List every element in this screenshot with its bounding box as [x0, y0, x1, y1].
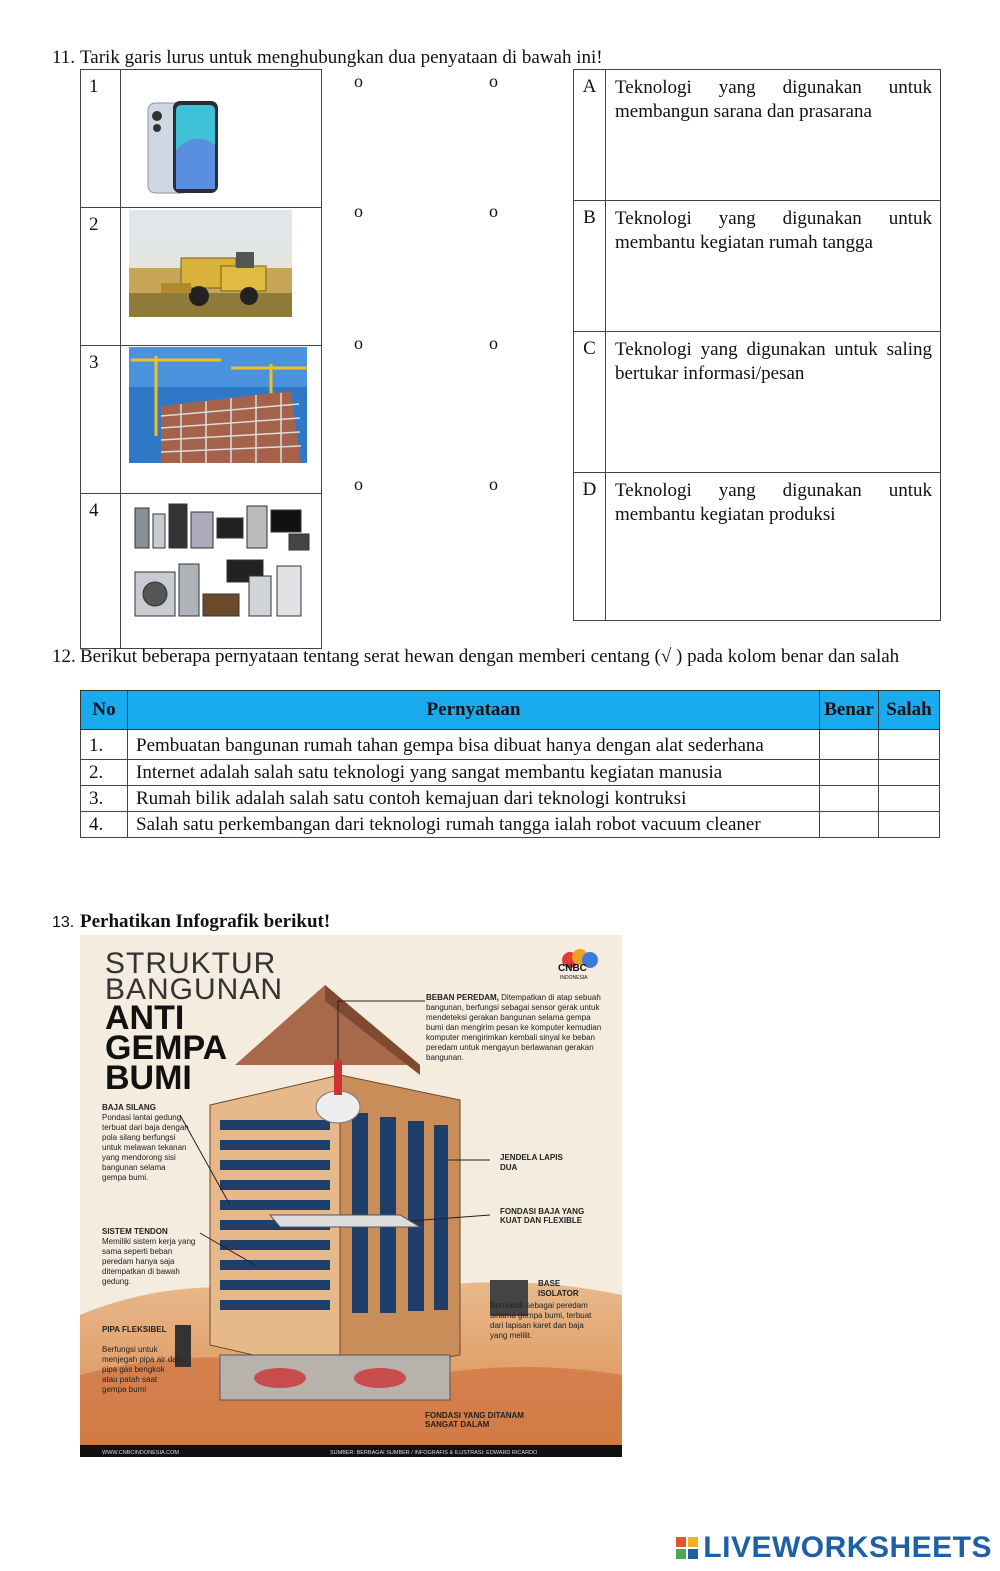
- question-instruction: Perhatikan Infografik berikut!: [80, 911, 331, 932]
- question-number: 11.: [52, 47, 76, 68]
- harvester-image: [121, 208, 322, 346]
- connector-dot[interactable]: o: [354, 474, 363, 494]
- label-text: Bertindak sebagai peredam selama gempa bumi, terbuat dari lapisan karet dan baja yang melilit.: [490, 1301, 592, 1340]
- question-13-title: [52, 911, 330, 934]
- smartphone-image: [121, 70, 322, 208]
- item-letter: A: [574, 70, 606, 201]
- table-row: [81, 786, 940, 812]
- connector-dot[interactable]: o: [354, 333, 363, 353]
- item-description: Teknologi yang digunakan untuk saling bertukar informasi/pesan: [606, 332, 941, 473]
- item-number: 3: [81, 346, 121, 494]
- table-row: [81, 812, 940, 838]
- connector-dot[interactable]: o: [354, 71, 363, 91]
- row-statement: Internet adalah salah satu teknologi yang sangat membantu kegiatan manusia: [128, 760, 820, 786]
- label-text: Berfungsi untuk menjegah pipa air dan pipa gas bengkok atau patah saat gempa bumi: [102, 1345, 182, 1394]
- construction-crane-image: [121, 346, 322, 494]
- label-text: Memiliki sistem kerja yang sama seperti beban peredam hanya saja ditempatkan di bawah gedung.: [102, 1237, 196, 1286]
- label-title: BAJA SILANG: [102, 1103, 156, 1112]
- question-number: 13.: [52, 914, 75, 931]
- item-letter: D: [574, 473, 606, 621]
- connector-dot[interactable]: o: [489, 71, 498, 91]
- row-number: 1.: [81, 730, 128, 760]
- infographic-title-line: BANGUNAN: [105, 973, 284, 1006]
- label-title: PIPA FLEKSIBEL: [102, 1325, 167, 1334]
- row-statement: Pembuatan bangunan rumah tahan gempa bisa dibuat hanya dengan alat sederhana: [128, 730, 820, 760]
- label-title: JENDELA LAPIS DUA: [500, 1153, 563, 1172]
- label-title: SISTEM TENDON: [102, 1227, 168, 1236]
- infographic-title-line: ANTI: [105, 999, 185, 1037]
- match-right-table: [573, 69, 941, 621]
- header-statement: Pernyataan: [128, 691, 820, 730]
- true-false-table: [80, 690, 940, 838]
- label-title: FONDASI YANG DITANAM SANGAT DALAM: [425, 1411, 524, 1429]
- item-letter: C: [574, 332, 606, 473]
- false-checkbox[interactable]: [879, 786, 940, 812]
- question-11-title: [52, 47, 603, 69]
- item-number: 2: [81, 208, 121, 346]
- brand-text: LIVEWORKSHEETS: [703, 1531, 992, 1564]
- infographic-title-line: STRUKTUR: [105, 947, 277, 980]
- table-row: [81, 730, 940, 760]
- table-row: [81, 760, 940, 786]
- header-no: No: [81, 691, 128, 730]
- grid-icon: [676, 1537, 698, 1559]
- connector-dot[interactable]: o: [489, 474, 498, 494]
- connector-dot[interactable]: o: [489, 201, 498, 221]
- row-number: 3.: [81, 786, 128, 812]
- item-number: 1: [81, 70, 121, 208]
- home-appliances-image: [121, 494, 322, 649]
- label-title: FONDASI BAJA YANG KUAT DAN FLEXIBLE: [500, 1207, 585, 1225]
- connector-dot[interactable]: o: [489, 333, 498, 353]
- true-checkbox[interactable]: [820, 812, 879, 838]
- row-number: 4.: [81, 812, 128, 838]
- item-number: 4: [81, 494, 121, 649]
- connector-dot[interactable]: o: [354, 201, 363, 221]
- item-description: Teknologi yang digunakan untuk membangun sarana dan prasarana: [606, 70, 941, 201]
- label-title: BASE ISOLATOR: [538, 1279, 579, 1298]
- question-12-title: [52, 646, 942, 668]
- label-text: Pondasi lantai gedung terbuat dari baja dengan pola silang berfungsi untuk melawan tekanan yang mendorong sisi bangunan selama gempa bumi.: [102, 1113, 189, 1182]
- row-statement: Salah satu perkembangan dari teknologi rumah tangga ialah robot vacuum cleaner: [128, 812, 820, 838]
- false-checkbox[interactable]: [879, 812, 940, 838]
- true-checkbox[interactable]: [820, 786, 879, 812]
- earthquake-infographic: [80, 935, 622, 1457]
- true-checkbox[interactable]: [820, 730, 879, 760]
- row-number: 2.: [81, 760, 128, 786]
- header-false: Salah: [879, 691, 940, 730]
- item-description: Teknologi yang digunakan untuk membantu kegiatan produksi: [606, 473, 941, 621]
- question-instruction: Berikut beberapa pernyataan tentang serat hewan dengan memberi centang (√ ) pada kolom benar dan salah: [80, 646, 900, 667]
- row-statement: Rumah bilik adalah salah satu contoh kemajuan dari teknologi kontruksi: [128, 786, 820, 812]
- question-number: 12.: [52, 646, 76, 667]
- question-instruction: Tarik garis lurus untuk menghubungkan dua penyataan di bawah ini!: [80, 47, 603, 68]
- item-letter: B: [574, 201, 606, 332]
- false-checkbox[interactable]: [879, 730, 940, 760]
- label-text: Ditempatkan di atap sebuah bangunan, berfungsi sebagai sensor gerak untuk mendeteksi gerakan bangunan selama gempa bumi dan mengirim pesan ke komputer kemudian komputer mengirimkan kembali sinyal ke beban peredam untuk mengayun berlawanan gerakan bangunan.: [426, 993, 602, 1062]
- infographic-title-line: BUMI: [105, 1059, 192, 1097]
- label-title: BEBAN PEREDAM,: [426, 993, 499, 1002]
- brand-name: CNBC: [558, 963, 587, 974]
- infographic-footer-right: SUMBER: BERBAGAI SUMBER / INFOGRAFIS & ILUSTRASI: EDWARD RICARDO: [330, 1450, 538, 1456]
- infographic-footer-left: WWW.CNBCINDONESIA.COM: [102, 1450, 179, 1456]
- brand-sub: INDONESIA: [560, 975, 588, 981]
- header-true: Benar: [820, 691, 879, 730]
- cnbc-logo: [558, 949, 598, 981]
- false-checkbox[interactable]: [879, 760, 940, 786]
- true-checkbox[interactable]: [820, 760, 879, 786]
- liveworksheets-logo[interactable]: [676, 1531, 992, 1565]
- match-left-table: [80, 69, 322, 649]
- infographic-title-line: GEMPA: [105, 1029, 228, 1067]
- item-description: Teknologi yang digunakan untuk membantu kegiatan rumah tangga: [606, 201, 941, 332]
